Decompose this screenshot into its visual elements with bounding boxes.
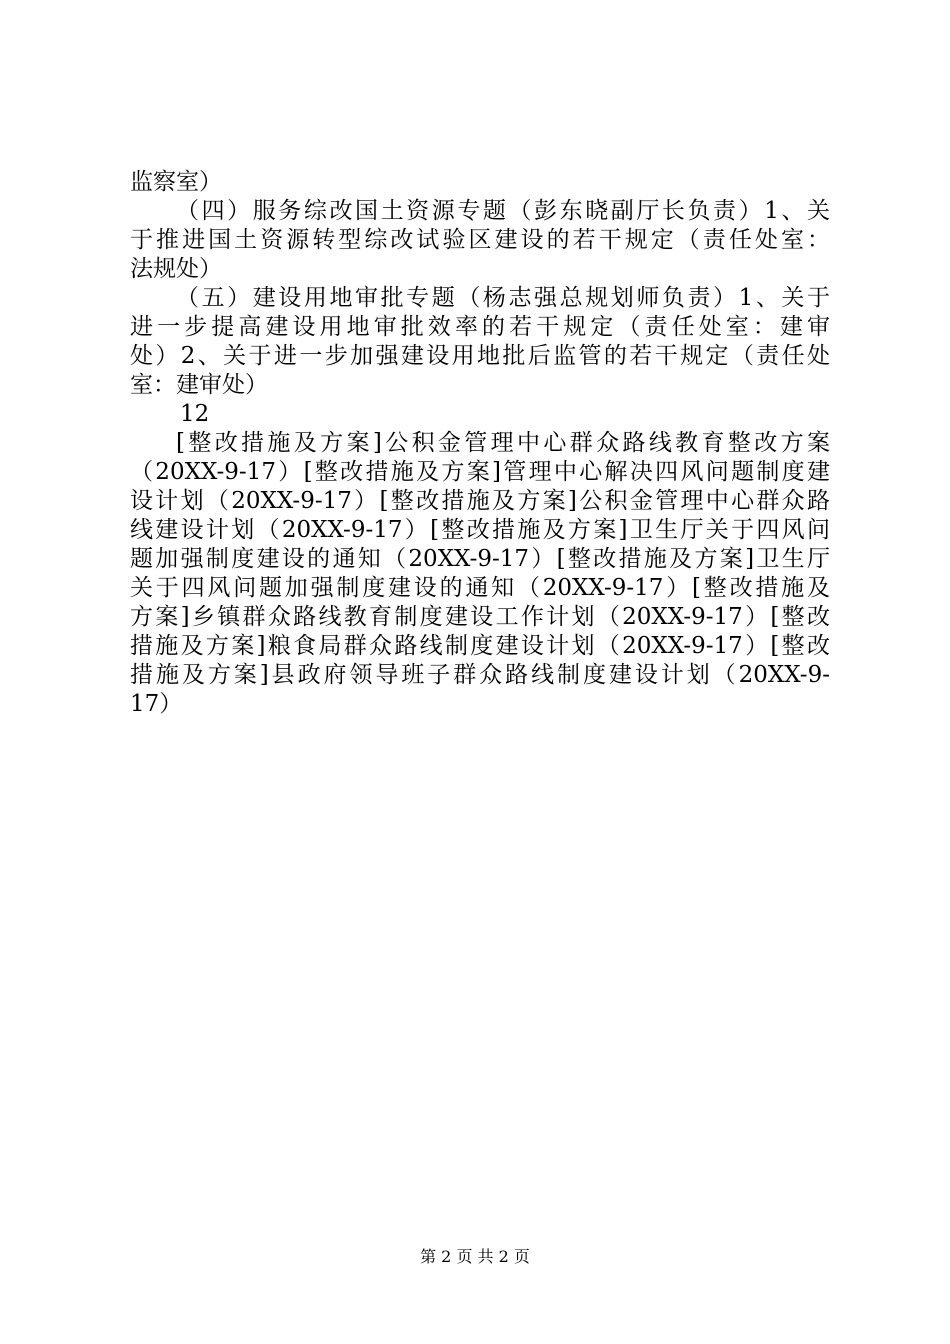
text-line: 方案]乡镇群众路线教育制度建设工作计划（20XX-9-17）[整改 <box>130 604 830 630</box>
text-line: 进一步提高建设用地审批效率的若干规定（责任处室：建审 <box>130 314 830 340</box>
text-line: 监察室） <box>130 169 222 195</box>
text-line: [整改措施及方案]公积金管理中心群众路线教育整改方案 <box>176 430 830 456</box>
text-line: 17） <box>130 691 183 717</box>
text-line: 措施及方案]县政府领导班子群众路线制度建设计划（20XX-9- <box>130 662 830 688</box>
text-line: 线建设计划（20XX-9-17）[整改措施及方案]卫生厅关于四风问 <box>130 517 830 543</box>
text-line: （五）建设用地审批专题（杨志强总规划师负责）1、关于 <box>176 285 830 311</box>
page-footer: 第 2 页 共 2 页 <box>420 1247 530 1266</box>
text-line: 12 <box>180 401 210 427</box>
text-line: 室：建审处） <box>130 372 268 398</box>
text-line: 处）2、关于进一步加强建设用地批后监管的若干规定（责任处 <box>130 343 830 369</box>
text-line: 关于四风问题加强制度建设的通知（20XX-9-17）[整改措施及 <box>130 575 830 601</box>
text-line: （20XX-9-17）[整改措施及方案]管理中心解决四风问题制度建 <box>130 459 830 485</box>
text-line: 法规处） <box>130 256 222 282</box>
text-line: 于推进国土资源转型综改试验区建设的若干规定（责任处室： <box>130 227 830 253</box>
text-line: 设计划（20XX-9-17）[整改措施及方案]公积金管理中心群众路 <box>130 488 830 514</box>
text-line: （四）服务综改国土资源专题（彭东晓副厅长负责）1、关 <box>176 198 830 224</box>
text-line: 措施及方案]粮食局群众路线制度建设计划（20XX-9-17）[整改 <box>130 633 830 659</box>
document-body <box>130 168 830 719</box>
text-line: 题加强制度建设的通知（20XX-9-17）[整改措施及方案]卫生厅 <box>130 546 830 572</box>
